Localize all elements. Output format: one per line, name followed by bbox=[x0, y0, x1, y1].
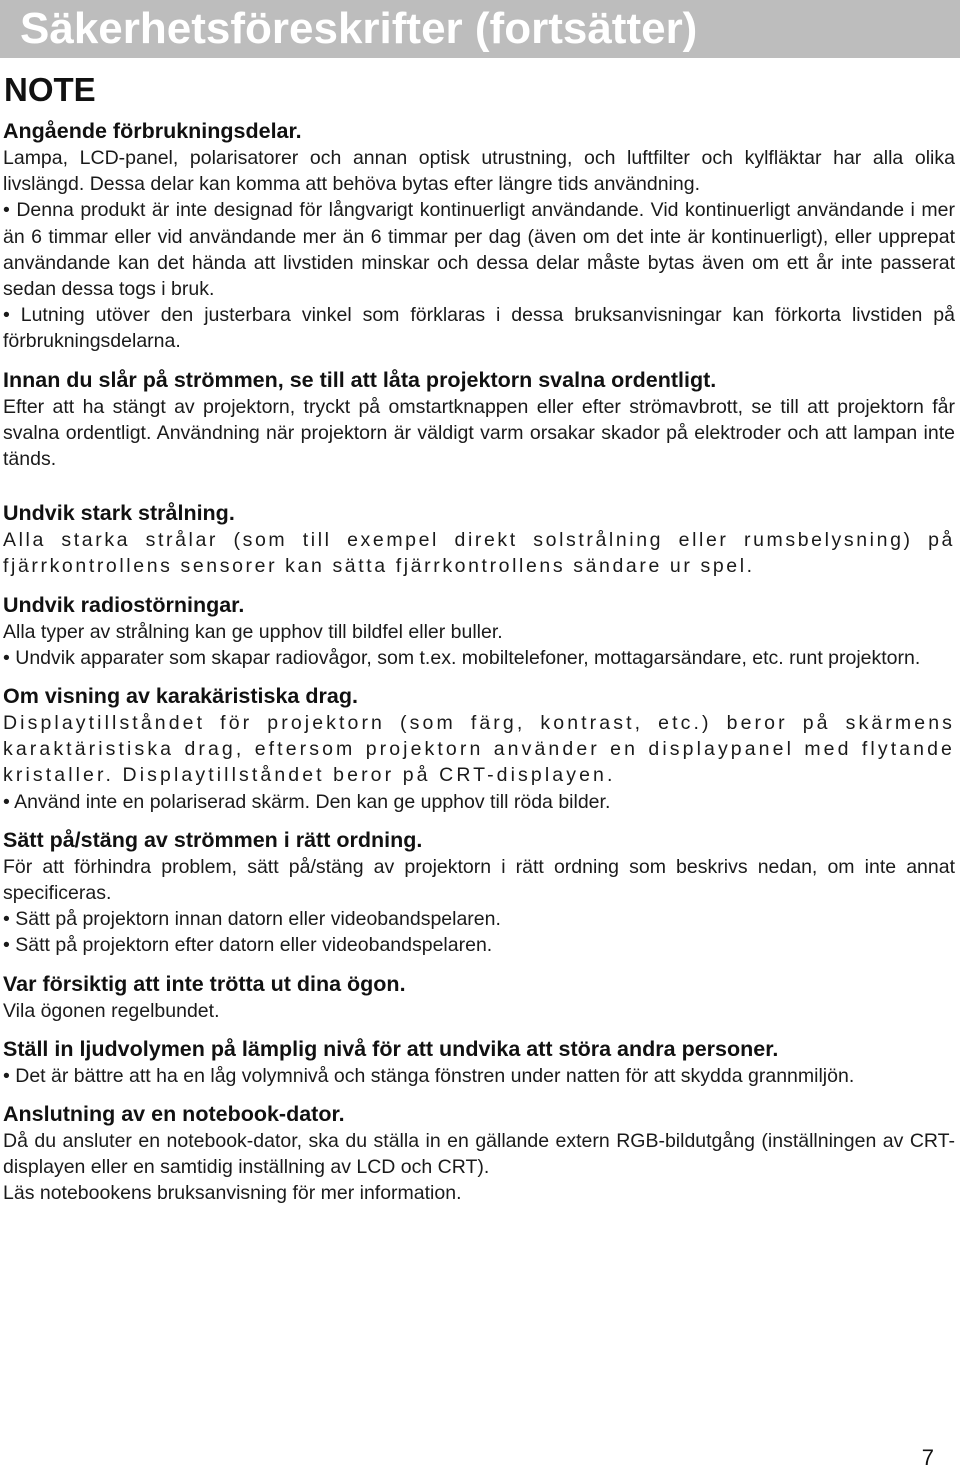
section-heading: Ställ in ljudvolymen på lämplig nivå för att undvika att störa andra personer. bbox=[3, 1036, 779, 1061]
section-heading: Sätt på/stäng av strömmen i rätt ordning. bbox=[3, 827, 423, 852]
section-consumables bbox=[3, 118, 955, 355]
bullet-item: • Sätt på projektorn efter datorn eller videobandspelaren. bbox=[3, 934, 493, 957]
section-volume bbox=[3, 1036, 955, 1089]
bullet-item: • Sätt på projektorn innan datorn eller videobandspelaren. bbox=[3, 908, 501, 931]
page-title: Säkerhetsföreskrifter (fortsätter) bbox=[20, 4, 698, 53]
bullet-item: • Lutning utöver den justerbara vinkel som förklaras i dessa bruksanvisningar kan förkorta livstiden på förbrukningsdelarna. bbox=[3, 304, 955, 353]
section-eye-strain bbox=[3, 971, 955, 1024]
section-notebook bbox=[3, 1101, 955, 1207]
section-heading: Anslutning av en notebook-dator. bbox=[3, 1102, 345, 1127]
paragraph: Läs notebookens bruksanvisning för mer information. bbox=[3, 1182, 462, 1205]
bullet-item: • Det är bättre att ha en låg volymnivå och stänga fönstren under natten för att skydda grannmiljön. bbox=[3, 1064, 855, 1087]
note-heading: NOTE bbox=[4, 71, 96, 108]
header-band bbox=[0, 0, 960, 58]
section-heading: Om visning av karakäristiska drag. bbox=[3, 684, 358, 709]
section-heading: Undvik stark strålning. bbox=[3, 501, 235, 526]
section-power-order bbox=[3, 827, 955, 959]
section-heading: Angående förbrukningsdelar. bbox=[3, 119, 302, 143]
paragraph: Då du ansluter en notebook-dator, ska du ställa in en gällande extern RGB-bildutgång (inställningen av CRT-displayen eller en samtidig inställning av LCD och CRT). bbox=[3, 1130, 955, 1179]
paragraph: Efter att ha stängt av projektorn, tryckt på omstartknappen eller efter strömavbrott, se till att projektorn får svalna ordentligt. Användning när projektorn är väldigt varm orsakar skador på elektroder och att lampan inte tänds. bbox=[3, 395, 955, 471]
page-number: 7 bbox=[921, 1445, 934, 1470]
paragraph: Displaytillståndet för projektorn (som färg, kontrast, etc.) beror på skärmens karaktäristiska drag, eftersom projektorn använder en displaypanel med flytande kristaller. Displaytillståndet beror på CRT-displayen. bbox=[3, 712, 955, 787]
paragraph: För att förhindra problem, sätt på/stäng av projektorn i rätt ordning som beskrivs nedan, om inte annat specificeras. bbox=[3, 855, 955, 905]
section-strong-light bbox=[3, 500, 955, 579]
paragraph: Alla typer av strålning kan ge upphov till bildfel eller buller. bbox=[3, 620, 503, 643]
paragraph: Vila ögonen regelbundet. bbox=[3, 999, 220, 1022]
paragraph: Lampa, LCD-panel, polarisatorer och annan optisk utrustning, och luftfilter och kylfläktar har alla olika livslängd. Dessa delar kan komma att behöva bytas efter längre tids användning. bbox=[3, 147, 955, 196]
section-radio-interference bbox=[3, 592, 955, 671]
section-display-characteristics bbox=[3, 683, 955, 815]
section-cool-down bbox=[3, 367, 955, 473]
section-heading: Innan du slår på strömmen, se till att låta projektorn svalna ordentligt. bbox=[3, 367, 717, 392]
section-heading: Undvik radiostörningar. bbox=[3, 592, 245, 617]
paragraph: Alla starka strålar (som till exempel direkt solstrålning eller rumsbelysning) på fjärrkontrollens sensorer kan sätta fjärrkontrollens sändare ur spel. bbox=[3, 529, 955, 578]
bullet-item: • Använd inte en polariserad skärm. Den kan ge upphov till röda bilder. bbox=[3, 790, 611, 813]
section-heading: Var försiktig att inte trötta ut dina ögon. bbox=[3, 971, 406, 996]
bullet-item: • Denna produkt är inte designad för långvarigt kontinuerligt användande. Vid kontinuerligt användande i mer än 6 timmar eller vid användande mer än 6 timmar per dag (även om det inte är kontinuerligt), eller upprepat användande kan det hända att livstiden minskar och dessa delar måste bytas även om ett år inte passerat sedan dessa togs i bruk. bbox=[3, 199, 955, 301]
bullet-item: • Undvik apparater som skapar radiovågor, som t.ex. mobiltelefoner, mottagarsändare, etc. runt projektorn. bbox=[3, 646, 921, 669]
document-body bbox=[3, 118, 955, 1219]
